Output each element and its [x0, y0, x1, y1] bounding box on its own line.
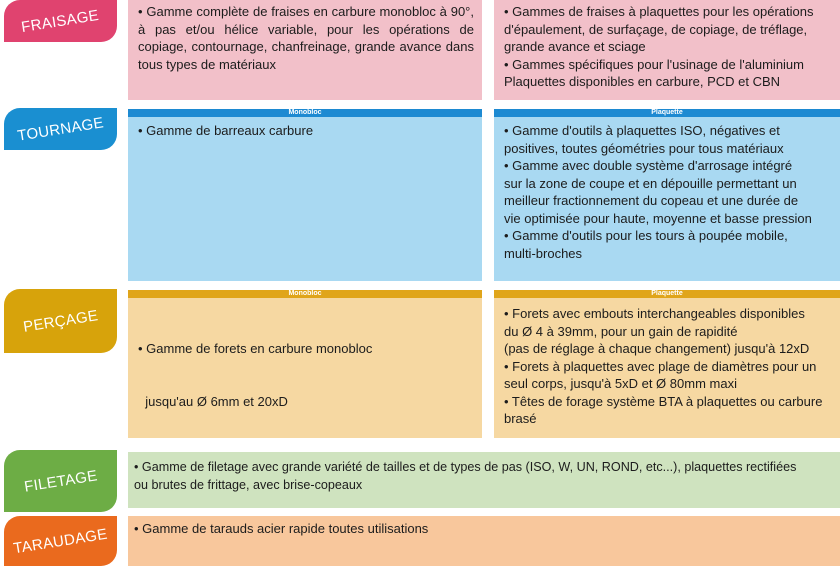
percage-right-line-4: • Forets à plaquettes avec plage de diamètres pour un [504, 358, 817, 374]
section-tag-taraudage [4, 516, 117, 566]
percage-right-header: Plaquette [494, 290, 840, 298]
tournage-right-line-3: • Gamme avec double système d'arrosage intégré [504, 158, 793, 173]
filetage-box [128, 452, 840, 508]
fraisage-right-line-1: • Gammes de fraises à plaquettes pour les opérations d'épaulement, de surfaçage, de copiage, de tréflage, grande avance et sciage [504, 4, 814, 54]
filetage-line-2: ou brutes de frittage, avec brise-copeaux [134, 477, 363, 492]
fraisage-left-text: • Gamme complète de fraises en carbure monobloc à 90°, à pas et/ou hélice variable, pour les opérations de copiage, contournage, chanfreinage, grande avance dans tous types de matériaux [138, 4, 474, 72]
tournage-right-line-4: sur la zone de coupe et en dépouille permettant un [504, 175, 797, 191]
tournage-right-line-6: vie optimisée pour haute, moyenne et basse pression [504, 210, 812, 226]
tournage-right-line-2: positives, toutes géométries pour tous matériaux [504, 140, 784, 156]
percage-right-line-3: (pas de réglage à chaque changement) jusqu'à 12xD [504, 341, 810, 356]
filetage-line-1: • Gamme de filetage avec grande variété de tailles et de types de pas (ISO, W, UN, ROND, etc...), plaquettes rectifiées [134, 460, 797, 474]
section-tag-tournage [4, 108, 117, 150]
percage-left-line-1: • Gamme de forets en carbure monobloc [138, 341, 373, 356]
percage-left-header: Monobloc [128, 290, 482, 298]
section-tag-fraisage [4, 0, 117, 42]
percage-right-line-7: brasé [504, 411, 537, 426]
fraisage-right-line-2: • Gammes spécifiques pour l'usinage de l'aluminium [504, 56, 804, 72]
percage-left-line-2: jusqu'au Ø 6mm et 20xD [138, 393, 288, 409]
percage-right-line-6: • Têtes de forage système BTA à plaquettes ou carbure [504, 393, 823, 409]
tournage-right-line-1: • Gamme d'outils à plaquettes ISO, négatives et [504, 123, 780, 138]
percage-right-line-1: • Forets avec embouts interchangeables disponibles [504, 306, 805, 321]
tournage-right-header: Plaquette [494, 109, 840, 117]
percage-right-line-5: seul corps, jusqu'à 5xD et Ø 80mm maxi [504, 376, 737, 391]
tournage-right-line-7: • Gamme d'outils pour les tours à poupée mobile, [504, 228, 788, 243]
tournage-right-box [494, 109, 840, 281]
section-tag-filetage [4, 450, 117, 512]
fraisage-right-box [494, 0, 840, 100]
tournage-left-header: Monobloc [128, 109, 482, 117]
tournage-right-line-8: multi-broches [504, 245, 583, 261]
section-label-taraudage: TARAUDAGE [12, 525, 109, 557]
percage-right-line-2: du Ø 4 à 39mm, pour un gain de rapidité [504, 323, 738, 339]
tournage-right-line-5: meilleur fractionnement du copeau et une durée de [504, 193, 799, 208]
taraudage-box [128, 516, 840, 566]
section-label-filetage: FILETAGE [22, 466, 99, 496]
percage-right-box [494, 290, 840, 438]
percage-left-box [128, 290, 482, 438]
taraudage-line-1: • Gamme de tarauds acier rapide toutes utilisations [134, 521, 429, 536]
tournage-left-box [128, 109, 482, 281]
fraisage-right-line-3: Plaquettes disponibles en carbure, PCD et CBN [504, 74, 781, 89]
section-label-percage: PERÇAGE [21, 306, 100, 336]
section-label-tournage: TOURNAGE [16, 113, 105, 145]
fraisage-left-box [128, 0, 482, 100]
section-label-fraisage: FRAISAGE [20, 6, 101, 36]
section-tag-percage [4, 289, 117, 353]
tournage-left-line-1: • Gamme de barreaux carbure [138, 123, 314, 138]
